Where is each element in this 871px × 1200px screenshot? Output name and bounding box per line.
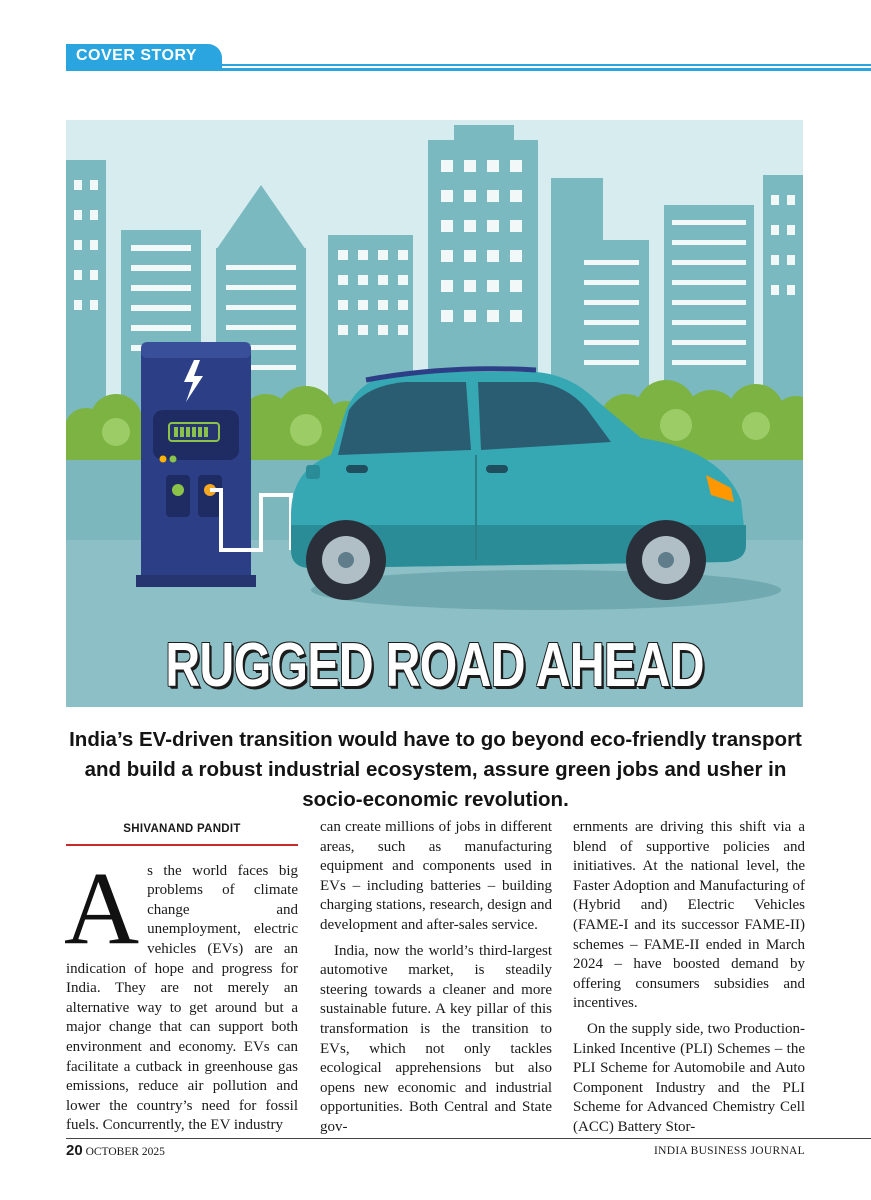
page-number: 20 [66, 1142, 83, 1159]
article-paragraph: India, now the world’s third-largest automotive market, is steadily steering towards a cleaner and more sustainable future. A key pillar of this transformation is the transition to EVs, which not only tackles ecological apprehensions but also opens new economic and industrial opportunities. Both Central and State gov- [320, 942, 552, 1135]
paragraph-text: s the world faces big problems of climate change and unemployment, electric vehicles (EVs) are an indication of hope and progress for India. They are not merely an alternative way to get around but a major change that can support both environment and economy. EVs can facilitate a cutback in greenhouse gas emissions, reduce air pollution and lower the country’s need for fossil fuels. Concurrently, the EV industry [66, 862, 298, 1134]
issue-date: OCTOBER 2025 [85, 1146, 165, 1158]
drop-cap: A [64, 850, 140, 966]
article-deck: India’s EV-driven transition would have to go beyond eco-friendly transport and build a robust industrial ecosystem, assure green jobs and usher in socio-economic revolution. [69, 728, 802, 811]
header-rule-lower [66, 68, 871, 71]
article-paragraph: On the supply side, two Production-Linked Incentive (PLI) Schemes – the PLI Scheme for Automobile and Auto Component Industry and the PLI Scheme for Advanced Chemistry Cell (ACC) Battery Stor- [573, 1020, 805, 1135]
ev-charging-illustration [66, 120, 803, 707]
publication-name: INDIA BUSINESS JOURNAL [653, 1145, 805, 1157]
header-rule [222, 64, 871, 66]
article-column-3 [573, 818, 805, 1138]
article-paragraph [64, 850, 298, 1136]
byline: SHIVANAND PANDIT [66, 820, 298, 846]
hero-headline: RUGGED ROAD AHEAD [165, 631, 704, 700]
section-tag: COVER STORY [66, 44, 222, 68]
hero-illustration [66, 120, 803, 707]
footer-folio [66, 1142, 165, 1159]
article-column-1 [66, 820, 298, 1136]
article-column-2 [320, 818, 552, 1138]
article-paragraph: ernments are driving this shift via a blend of supportive policies and initiatives. At the national level, the Faster Adoption and Manufacturing of (Hybrid and) Electric Vehicles (FAME-I and its successor FAME-II) schemes – FAME-II ended in March 2024 – have boosted demand by offering consumers subsidies and incentives. [573, 819, 805, 1012]
article-paragraph: can create millions of jobs in different areas, such as manufacturing equipment and components used in EVs – including batteries – building charging stations, research, design and development and after-sales service. [320, 819, 552, 933]
footer-rule [66, 1138, 871, 1139]
